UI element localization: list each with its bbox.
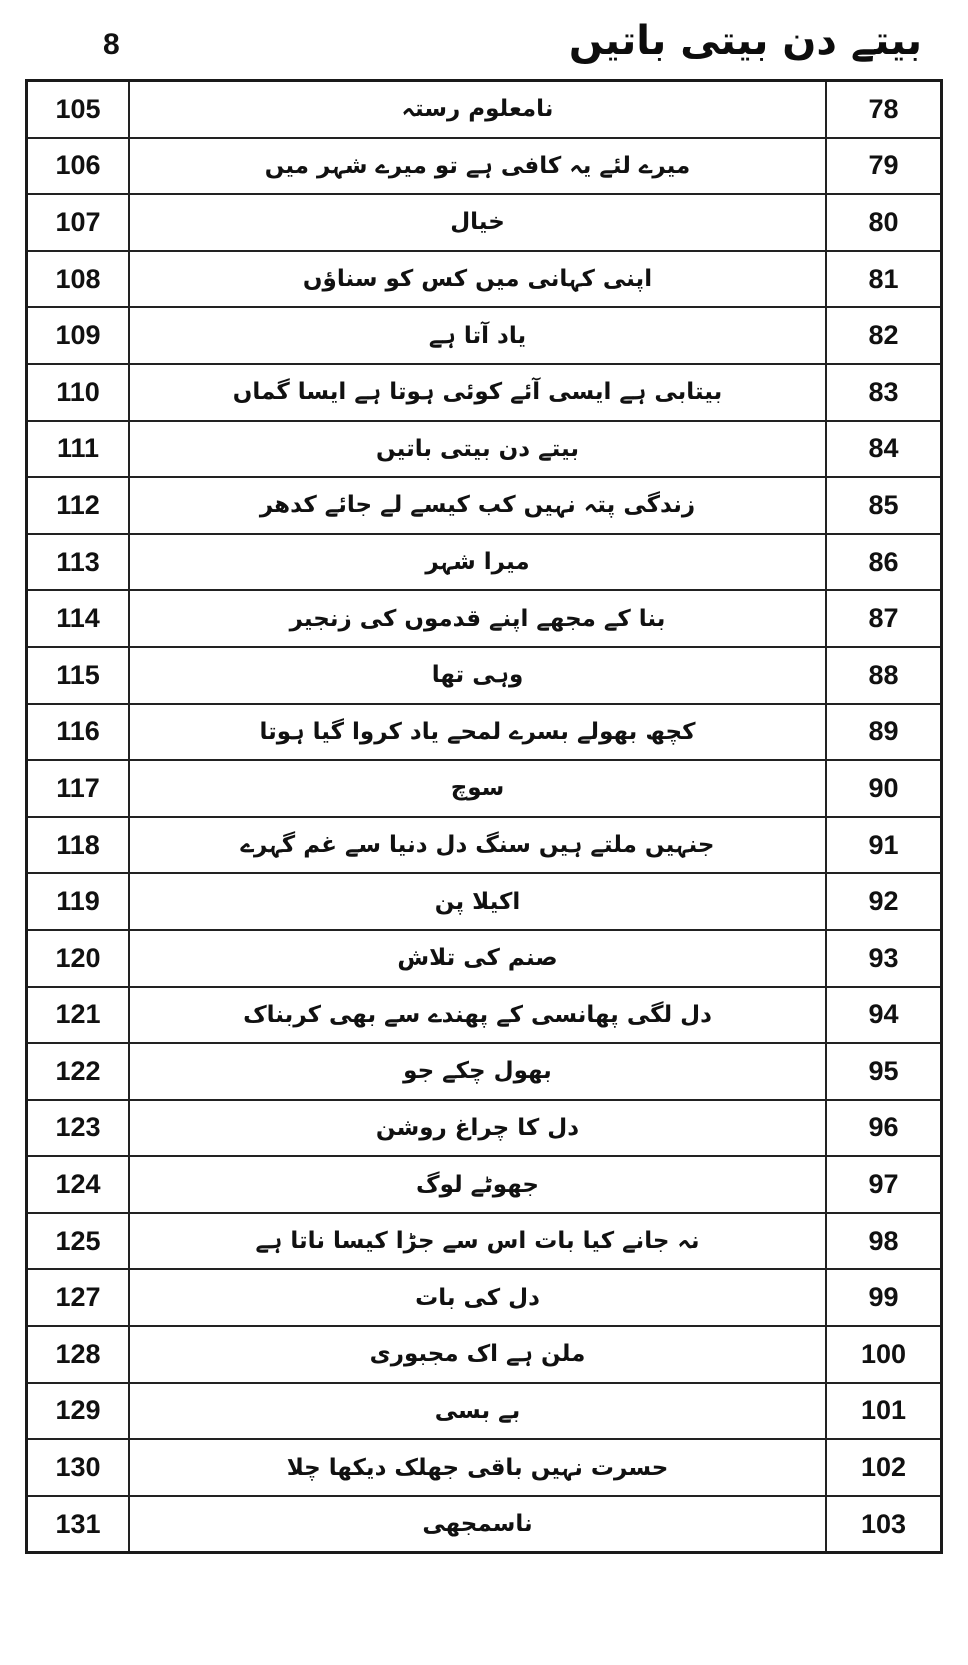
entry-title: سوچ <box>129 760 826 817</box>
entry-title: صنم کی تلاش <box>129 930 826 987</box>
table-row <box>27 873 942 930</box>
entry-page-number: 131 <box>27 1496 130 1553</box>
entry-title: وہی تھا <box>129 647 826 704</box>
entry-serial-number: 103 <box>860 1508 907 1539</box>
entry-page-number: 118 <box>27 817 130 874</box>
table-row <box>27 194 942 251</box>
entry-title: اپنی کہانی میں کس کو سناؤں <box>129 251 826 308</box>
entry-serial-number: 88 <box>826 647 942 704</box>
entry-title: میرا شہر <box>129 534 826 591</box>
entry-page-number: 124 <box>27 1156 130 1213</box>
entry-page-number: 125 <box>27 1213 130 1270</box>
table-row <box>27 421 942 478</box>
table-row <box>27 1043 942 1100</box>
entry-page-number: 120 <box>27 930 130 987</box>
table-row <box>27 81 942 138</box>
entry-page-number: 129 <box>27 1383 130 1440</box>
entry-page-number: 123 <box>27 1100 130 1157</box>
entry-serial-number: 86 <box>826 534 942 591</box>
entry-serial-number: 100 <box>826 1326 942 1383</box>
entry-serial-number: 93 <box>826 930 942 987</box>
entry-title: بھول چکے جو <box>129 1043 826 1100</box>
entry-title: بیتے دن بیتی باتیں <box>129 421 826 478</box>
table-row <box>27 1496 942 1553</box>
entry-page-number: 105 <box>27 81 130 138</box>
entry-page-number: 128 <box>27 1326 130 1383</box>
entry-title: بیتابی ہے ایسی آئے کوئی ہوتا ہے ایسا گماں <box>129 364 826 421</box>
entry-serial-number: 97 <box>826 1156 942 1213</box>
table-row <box>27 1100 942 1157</box>
table-row <box>27 1269 942 1326</box>
entry-page-number: 130 <box>27 1439 130 1496</box>
entry-title: حسرت نہیں باقی جھلک دیکھا چلا <box>129 1439 826 1496</box>
table-row <box>27 1439 942 1496</box>
entry-serial-number: 99 <box>826 1269 942 1326</box>
entry-page-number: 113 <box>27 534 130 591</box>
entry-serial-number: 83 <box>826 364 942 421</box>
table-row <box>27 1213 942 1270</box>
entry-page-number: 119 <box>27 873 130 930</box>
entry-title: نہ جانے کیا بات اس سے جڑا کیسا ناتا ہے <box>129 1213 826 1270</box>
entry-serial-number: 84 <box>826 421 942 478</box>
table-row <box>27 647 942 704</box>
table-row <box>27 1383 942 1440</box>
table-row <box>27 534 942 591</box>
entry-page-number: 116 <box>27 704 130 761</box>
entry-serial-number: 95 <box>826 1043 942 1100</box>
page-number: 8 <box>103 28 120 61</box>
entry-page-number: 111 <box>27 421 130 478</box>
entry-title: میرے لئے یہ کافی ہے تو میرے شہر میں <box>129 138 826 195</box>
entry-title: زندگی پتہ نہیں کب کیسے لے جائے کدھر <box>129 477 826 534</box>
entry-page-number: 122 <box>27 1043 130 1100</box>
entry-title: دل کی بات <box>129 1269 826 1326</box>
entry-serial-number: 89 <box>826 704 942 761</box>
table-row <box>27 817 942 874</box>
table-row <box>27 987 942 1044</box>
entry-serial-number: 78 <box>826 81 942 138</box>
entry-page-number: 127 <box>27 1269 130 1326</box>
entry-page-number: 108 <box>27 251 130 308</box>
entry-title: جھوٹے لوگ <box>129 1156 826 1213</box>
entry-page-number: 121 <box>27 987 130 1044</box>
table-row <box>27 1326 942 1383</box>
entry-title: اکیلا پن <box>129 873 826 930</box>
entry-serial-number: 91 <box>826 817 942 874</box>
entry-serial-number: 101 <box>826 1383 942 1440</box>
entry-serial-number: 85 <box>826 477 942 534</box>
entry-page-number: 109 <box>27 307 130 364</box>
entry-serial-number: 81 <box>826 251 942 308</box>
entry-title: ناسمجھی <box>129 1496 826 1553</box>
entry-serial-number: 87 <box>826 590 942 647</box>
entry-page-number: 112 <box>27 477 130 534</box>
entry-serial-number: 90 <box>826 760 942 817</box>
entry-serial-number: 92 <box>826 873 942 930</box>
table-row <box>27 704 942 761</box>
entry-page-number: 110 <box>27 364 130 421</box>
entry-page-number: 115 <box>27 647 130 704</box>
entry-title: نامعلوم رستہ <box>129 81 826 138</box>
entry-title: خیال <box>129 194 826 251</box>
table-row <box>27 251 942 308</box>
entry-serial-number: 94 <box>826 987 942 1044</box>
table-row <box>27 930 942 987</box>
table-row <box>27 590 942 647</box>
entry-page-number: 117 <box>27 760 130 817</box>
entry-serial-number: 79 <box>826 138 942 195</box>
entry-title: بے بسی <box>129 1383 826 1440</box>
table-row <box>27 138 942 195</box>
book-title: بیتے دن بیتی باتیں <box>568 18 922 64</box>
entry-title: دل کا چراغ روشن <box>129 1100 826 1157</box>
entry-serial-number: 80 <box>826 194 942 251</box>
entry-title: یاد آتا ہے <box>129 307 826 364</box>
toc-body <box>27 81 942 1553</box>
entry-title: دل لگی پھانسی کے پھندے سے بھی کربناک <box>129 987 826 1044</box>
entry-title: ملن ہے اک مجبوری <box>129 1326 826 1383</box>
table-of-contents <box>25 79 943 1554</box>
entry-page-number: 107 <box>27 194 130 251</box>
entry-title: بنا کے مجھے اپنے قدموں کی زنجیر <box>129 590 826 647</box>
table-row <box>27 1156 942 1213</box>
table-row <box>27 307 942 364</box>
table-row <box>27 364 942 421</box>
entry-title: کچھ بھولے بسرے لمحے یاد کروا گیا ہوتا <box>129 704 826 761</box>
entry-serial-number: 98 <box>826 1213 942 1270</box>
entry-serial-number: 82 <box>826 307 942 364</box>
entry-title: جنہیں ملتے ہیں سنگ دل دنیا سے غم گہرے <box>129 817 826 874</box>
entry-serial-number: 102 <box>826 1439 942 1496</box>
entry-page-number: 114 <box>27 590 130 647</box>
entry-page-number: 106 <box>27 138 130 195</box>
table-row <box>27 477 942 534</box>
table-row <box>27 760 942 817</box>
entry-serial-number: 96 <box>826 1100 942 1157</box>
